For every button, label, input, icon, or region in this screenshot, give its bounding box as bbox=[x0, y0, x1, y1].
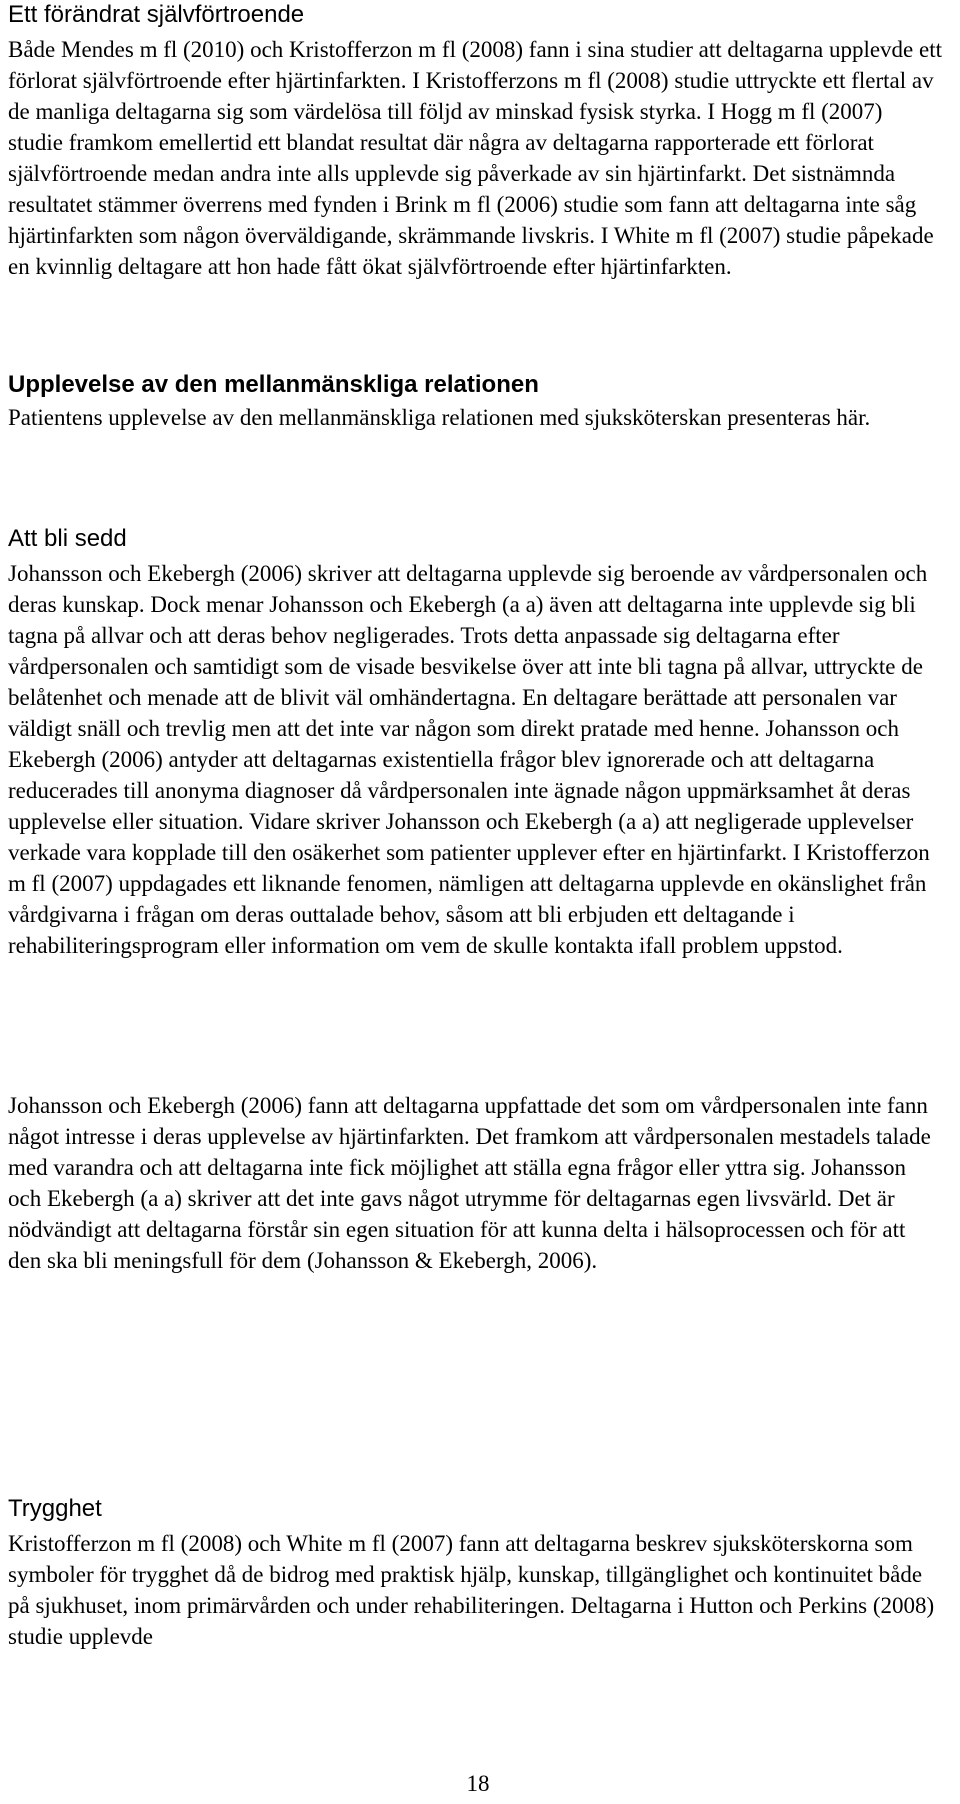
section-paragraph: Johansson och Ekebergh (2006) fann att deltagarna uppfattade det som om vårdpersonalen inte fann något intresse i deras upplevelse av hjärtinfarkten. Det framkom att vårdpersonalen mestadels talade med varandra och att deltagarna inte fick möjlighet att ställa egna frågor eller yttra sig. Johansson och Ekebergh (a a) skriver att det inte gavs något utrymme för deltagarnas egen livsvärld. Det är nödvändigt att deltagarna förstår sin egen situation för att kunna delta i hälsoprocessen och för att den ska bli meningsfull för dem (Johansson & Ekebergh, 2006). bbox=[8, 1093, 931, 1273]
section-heading-changed-self-confidence: Ett förändrat självförtroende bbox=[8, 1, 305, 28]
section-heading-security: Trygghet bbox=[8, 1495, 102, 1522]
section-heading-interpersonal-relation: Upplevelse av den mellanmänskliga relationen bbox=[8, 371, 539, 398]
section-heading-being-seen: Att bli sedd bbox=[8, 525, 127, 552]
section-paragraph: Patientens upplevelse av den mellanmänskliga relationen med sjuksköterskan presenteras här. bbox=[8, 405, 871, 430]
section-paragraph: Både Mendes m fl (2010) och Kristofferzon m fl (2008) fann i sina studier att deltagarna upplevde ett förlorat självförtroende efter hjärtinfarkten. I Kristofferzons m fl (2008) studie uttryckte ett flertal av de manliga deltagarna sig som värdelösa till följd av minskad fysisk styrka. I Hogg m fl (2007) studie framkom emellertid ett blandat resultat där några av deltagarna rapporterade ett förlorat självförtroende medan andra inte alls upplevde sig påverkade av sin hjärtinfarkt. Det sistnämnda resultatet stämmer överrens med fynden i Brink m fl (2006) studie som fann att deltagarna inte såg hjärtinfarkten som någon överväldigande, skrämmande livskris. I White m fl (2007) studie påpekade en kvinnlig deltagare att hon hade fått ökat självförtroende efter hjärtinfarkten. bbox=[8, 37, 942, 279]
section-paragraph: Kristofferzon m fl (2008) och White m fl (2007) fann att deltagarna beskrev sjuksköterskorna som symboler för trygghet då de bidrog med praktisk hjälp, kunskap, tillgänglighet och kontinuitet både på sjukhuset, inom primärvården och under rehabiliteringen. Deltagarna i Hutton och Perkins (2008) studie upplevde bbox=[8, 1531, 935, 1649]
page-number: 18 bbox=[466, 1771, 490, 1796]
document-page bbox=[8, 0, 948, 1804]
section-paragraph: Johansson och Ekebergh (2006) skriver att deltagarna upplevde sig beroende av vårdpersonalen och deras kunskap. Dock menar Johansson och Ekebergh (a a) även att deltagarna inte upplevde sig bli tagna på allvar och att deras behov negligerades. Trots detta anpassade sig deltagarna efter vårdpersonalen och samtidigt som de visade besvikelse över att inte bli tagna på allvar, uttryckte de belåtenhet och menade att de blivit väl omhändertagna. En deltagare berättade att personalen var väldigt snäll och trevlig men att det inte var någon som direkt pratade med henne. Johansson och Ekebergh (2006) antyder att deltagarnas existentiella frågor blev ignorerade och att deltagarna reducerades till anonyma diagnoser då vårdpersonalen inte ägnade någon uppmärksamhet åt deras upplevelse eller situation. Vidare skriver Johansson och Ekebergh (a a) att negligerade upplevelser verkade vara kopplade till den osäkerhet som patienter upplever efter en hjärtinfarkt. I Kristofferzon m fl (2007) uppdagades ett liknande fenomen, nämligen att deltagarna upplevde en okänslighet från vårdgivarna i frågan om deras outtalade behov, såsom att bli erbjuden ett deltagande i rehabiliteringsprogram eller information om vem de skulle kontakta ifall problem uppstod. bbox=[8, 561, 930, 958]
